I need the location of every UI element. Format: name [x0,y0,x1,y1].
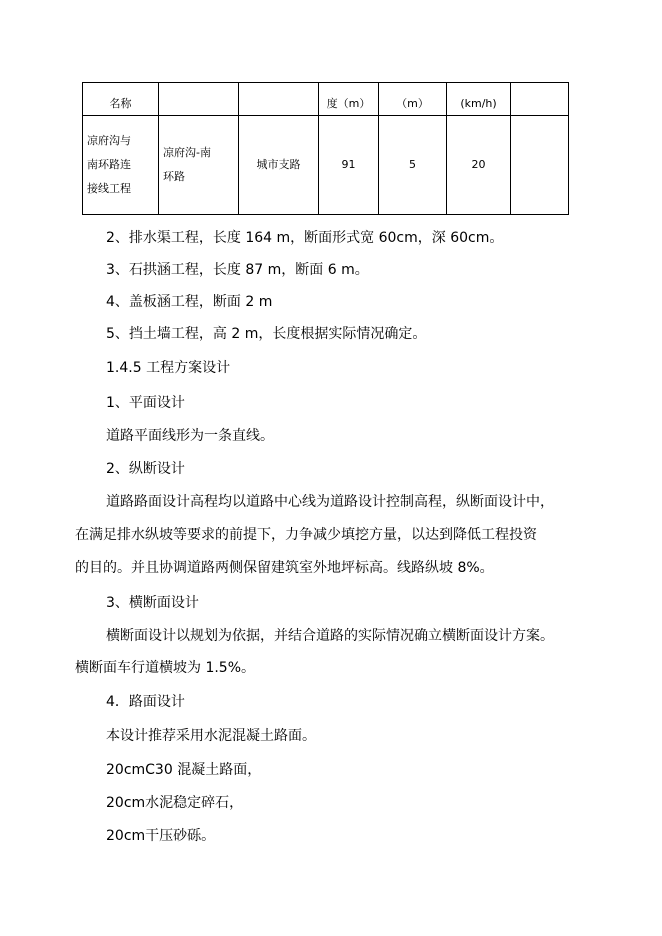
heading-cross-section: 3、横断面设计 [106,595,199,611]
cell-length: 91 [319,116,379,215]
paragraph-profile-line-2: 在满足排水纵坡等要求的前提下，力争减少填挖方量，以达到降低工程投资 [75,527,537,543]
paragraph-slab-culvert: 4、盖板涵工程，断面 2 m [106,294,273,310]
route-line-1: 凉府沟-南 [163,146,211,159]
paragraph-drainage: 2、排水渠工程，长度 164 m，断面形式宽 60cm，深 60cm。 [106,230,504,246]
pavement-layer-3: 20cm干压砂砾。 [106,828,216,844]
project-spec-table [82,82,569,215]
header-cell-name: 名称 [83,83,159,116]
heading-plan-design: 1、平面设计 [106,395,185,411]
header-cell-2 [159,83,239,116]
project-name-line-3: 接线工程 [87,182,131,195]
header-cell-7 [511,83,569,116]
paragraph-retaining-wall: 5、挡土墙工程，高 2 m，长度根据实际情况确定。 [106,326,427,342]
project-name-line-2: 南环路连 [87,158,131,171]
heading-profile-design: 2、纵断设计 [106,461,185,477]
pavement-layer-2: 20cm水泥稳定碎石， [106,795,244,811]
header-cell-width: （m） [379,83,447,116]
cell-route [159,116,239,215]
header-cell-3 [239,83,319,116]
section-heading-scheme: 1.4.5 工程方案设计 [106,360,231,376]
cell-extra [511,116,569,215]
table-header-row [83,83,569,116]
cell-road-grade: 城市支路 [239,116,319,215]
heading-pavement-design: 4．路面设计 [106,694,185,710]
cell-project-name [83,116,159,215]
paragraph-profile-line-1: 道路路面设计高程均以道路中心线为道路设计控制高程，纵断面设计中， [106,494,554,510]
paragraph-cross-line-1: 横断面设计以规划为依据，并结合道路的实际情况确立横断面设计方案。 [106,628,554,644]
cell-width: 5 [379,116,447,215]
table-row [83,116,569,215]
route-line-2: 环路 [163,170,185,183]
paragraph-plan-design: 道路平面线形为一条直线。 [106,428,274,444]
cell-speed: 20 [447,116,511,215]
header-cell-length: 度（m） [319,83,379,116]
pavement-layer-1: 20cmC30 混凝土路面， [106,762,262,778]
project-name-line-1: 凉府沟与 [87,134,131,147]
paragraph-cross-line-2: 横断面车行道横坡为 1.5%。 [75,660,256,676]
header-cell-speed: (km/h) [447,83,511,116]
paragraph-pavement-intro: 本设计推荐采用水泥混凝土路面。 [106,728,316,744]
paragraph-arch-culvert: 3、石拱涵工程，长度 87 m，断面 6 m。 [106,262,369,278]
paragraph-profile-line-3: 的目的。并且协调道路两侧保留建筑室外地坪标高。线路纵坡 8%。 [75,560,494,576]
